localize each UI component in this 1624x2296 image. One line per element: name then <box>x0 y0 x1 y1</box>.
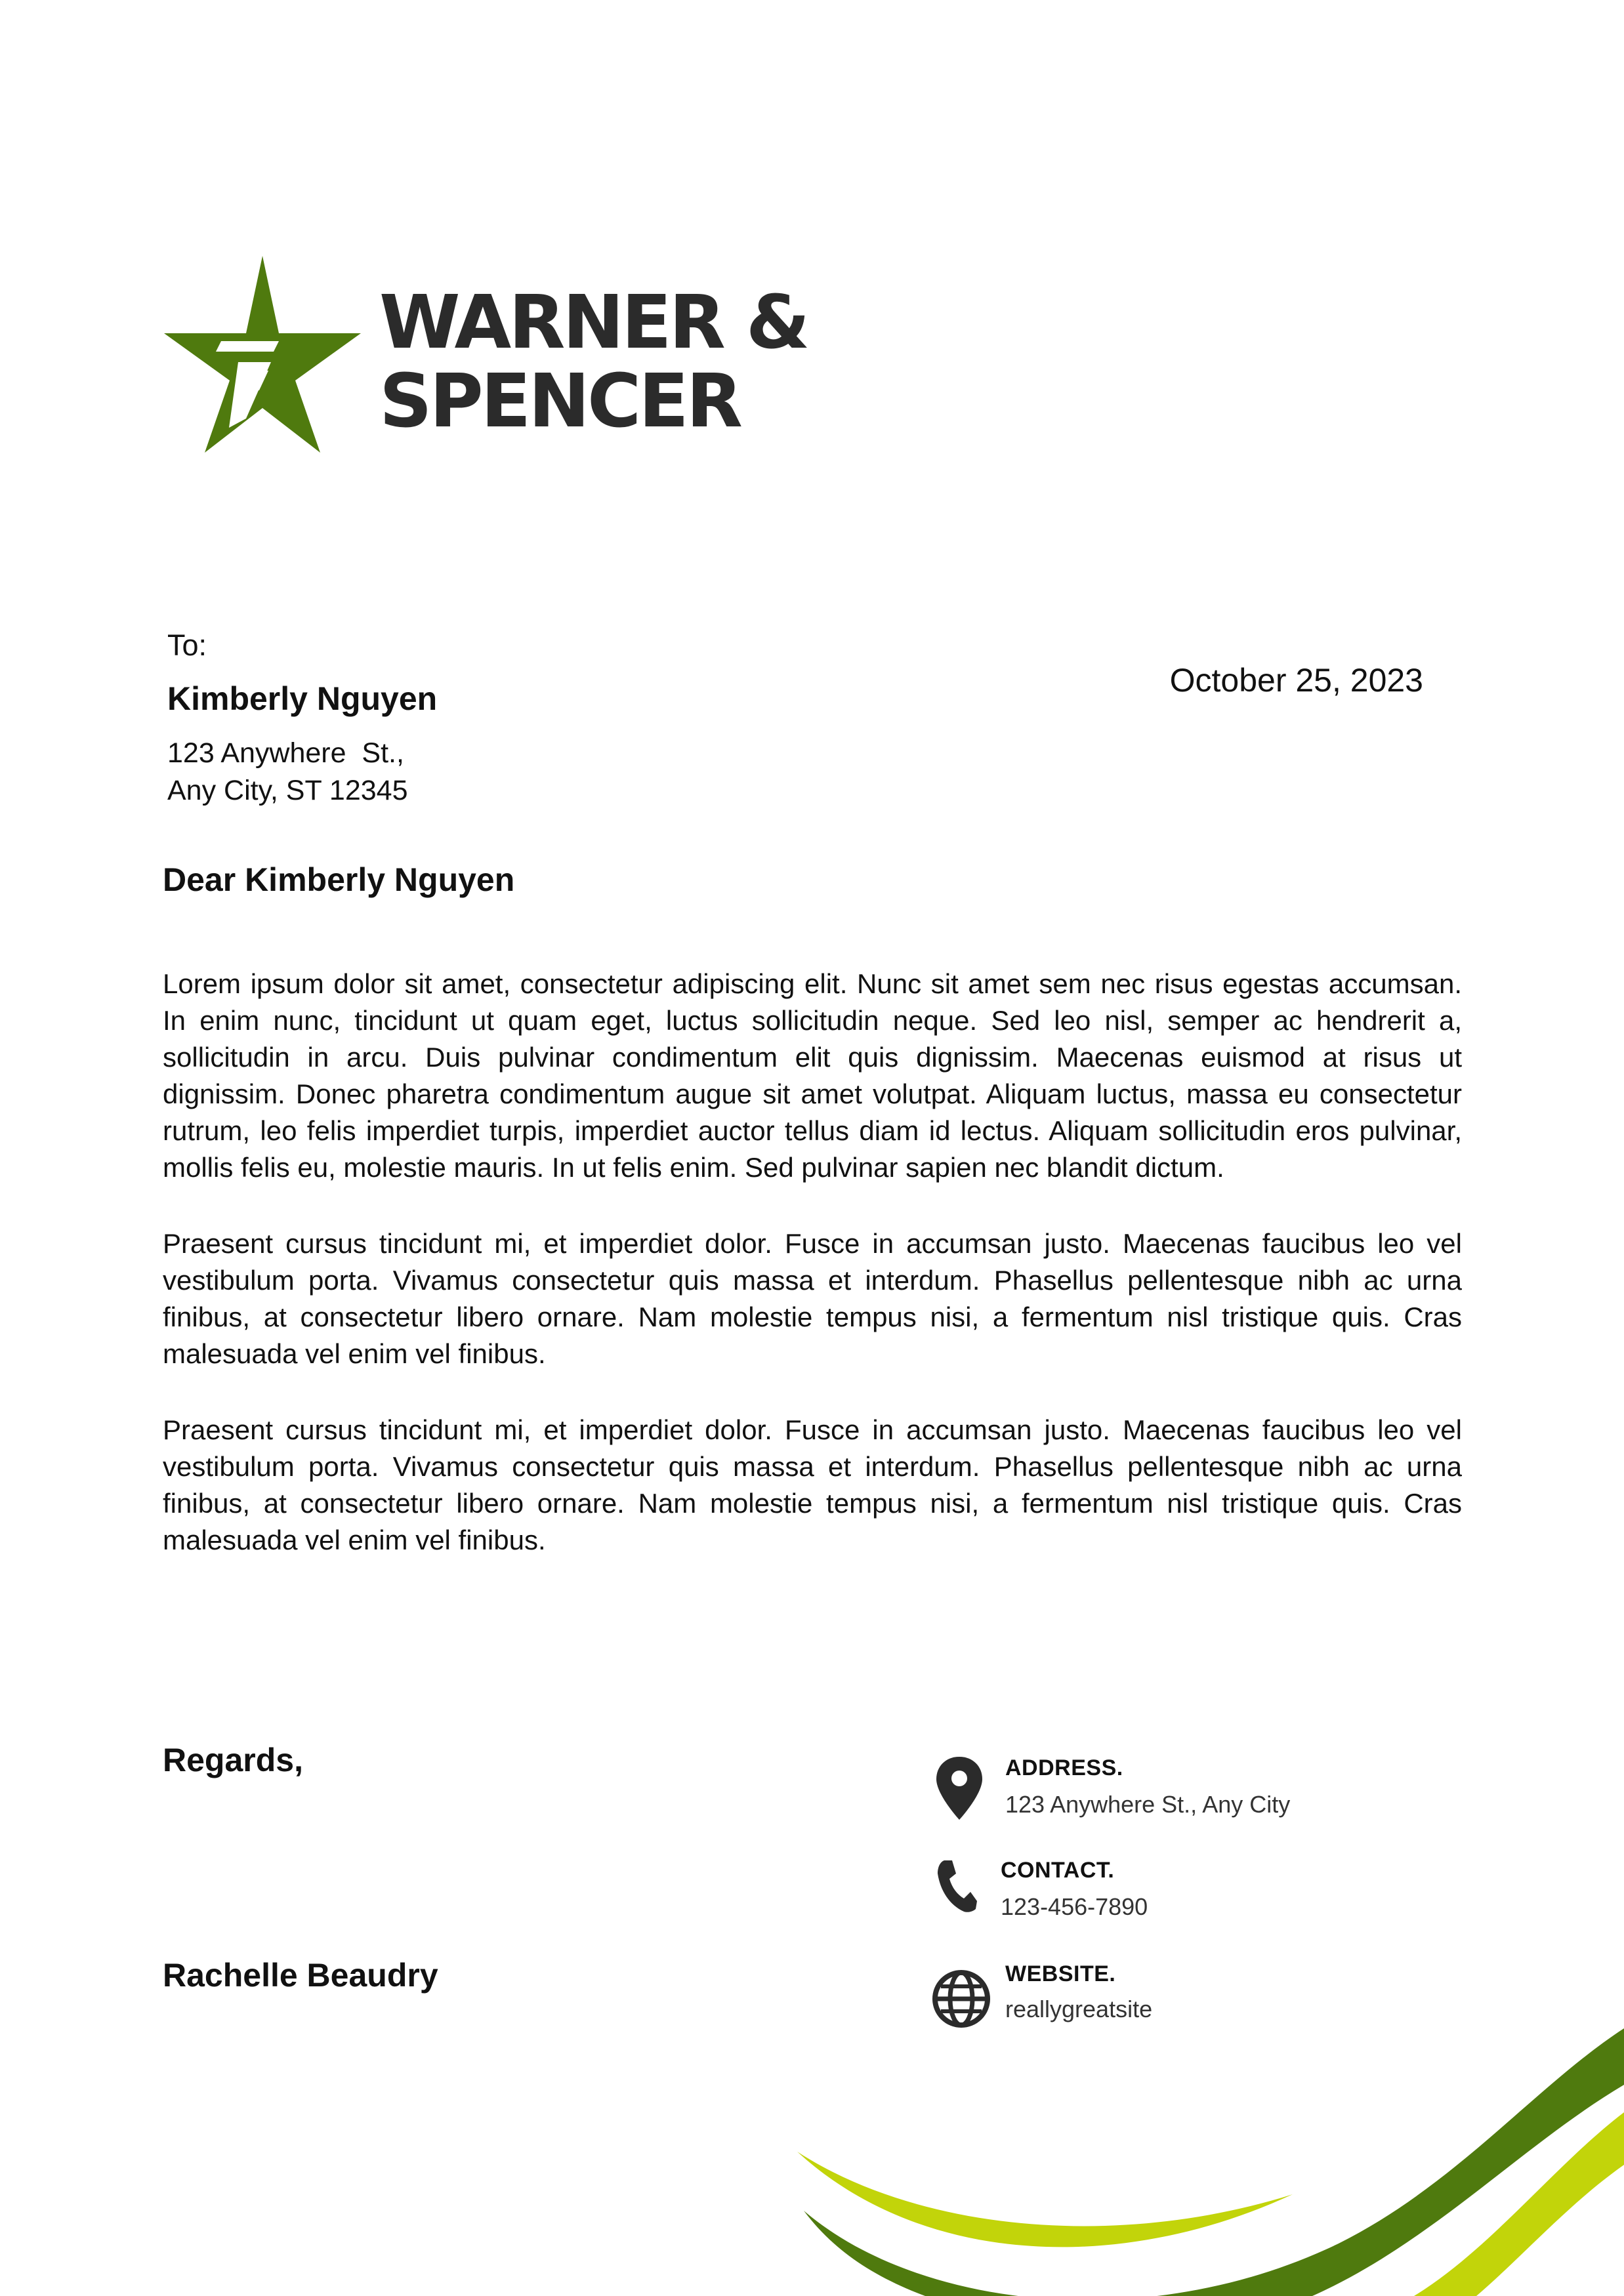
to-label: To: <box>167 628 207 662</box>
recipient-address <box>167 735 408 810</box>
letter-date: October 25, 2023 <box>1169 662 1423 699</box>
website-title: WEBSITE. <box>1005 1961 1116 1986</box>
company-name-line2: SPENCER <box>379 359 740 444</box>
body-paragraph: Lorem ipsum dolor sit amet, consectetur adipiscing elit. Nunc sit amet sem nec risus egestas accumsan. In enim nunc, tincidunt ut quam eget, luctus sollicitudin neque. Sed leo nisl, semper ac hendrerit a, sollicitudin in arcu. Duis pulvinar condimentum elit quis dignissim. Maecenas euismod at risus ut dignissim. Donec pharetra condimentum augue sit amet volutpat. Aliquam luctus, massa eu consectetur rutrum, leo felis imperdiet turpis, imperdiet auctor tellus diam id lectus. Aliquam sollicitudin eros pulvinar, mollis felis eu, molestie mauris. In ut felis enim. Sed pulvinar sapien nec blandit dictum. <box>163 968 1462 1183</box>
website-value: reallygreatsite <box>1005 1996 1153 2022</box>
recipient-address-line1: 123 Anywhere St., <box>167 737 404 769</box>
address-value: 123 Anywhere St., Any City <box>1005 1791 1291 1818</box>
sender-name: Rachelle Beaudry <box>163 1957 438 1994</box>
letter-body <box>163 966 1462 1598</box>
recipient-name: Kimberly Nguyen <box>167 680 438 717</box>
closing: Regards, <box>163 1742 303 1778</box>
address-title: ADDRESS. <box>1005 1755 1123 1780</box>
phone-icon <box>935 1859 978 1913</box>
body-paragraph: Praesent cursus tincidunt mi, et imperdiet dolor. Fusce in accumsan justo. Maecenas faucibus leo vel vestibulum porta. Vivamus consectetur quis massa et interdum. Phasellus pellentesque nibh ac urna finibus, at consectetur libero ornare. Nam molestie tempus nisi, a fermentum nisl tristique quis. Cras malesuada vel enim vel finibus. <box>163 1228 1462 1369</box>
star-logo-icon <box>161 256 364 453</box>
location-pin-icon <box>935 1757 984 1820</box>
body-paragraph: Praesent cursus tincidunt mi, et imperdiet dolor. Fusce in accumsan justo. Maecenas faucibus leo vel vestibulum porta. Vivamus consectetur quis massa et interdum. Phasellus pellentesque nibh ac urna finibus, at consectetur libero ornare. Nam molestie tempus nisi, a fermentum nisl tristique quis. Cras malesuada vel enim vel finibus. <box>163 1414 1462 1555</box>
contact-title: CONTACT. <box>1001 1858 1115 1883</box>
company-name-line1: WARNER & <box>379 280 808 365</box>
salutation: Dear Kimberly Nguyen <box>163 861 515 898</box>
company-name <box>379 280 878 444</box>
recipient-address-line2: Any City, ST 12345 <box>167 775 408 806</box>
globe-icon <box>932 1969 991 2028</box>
phone-value: 123-456-7890 <box>1001 1893 1148 1920</box>
